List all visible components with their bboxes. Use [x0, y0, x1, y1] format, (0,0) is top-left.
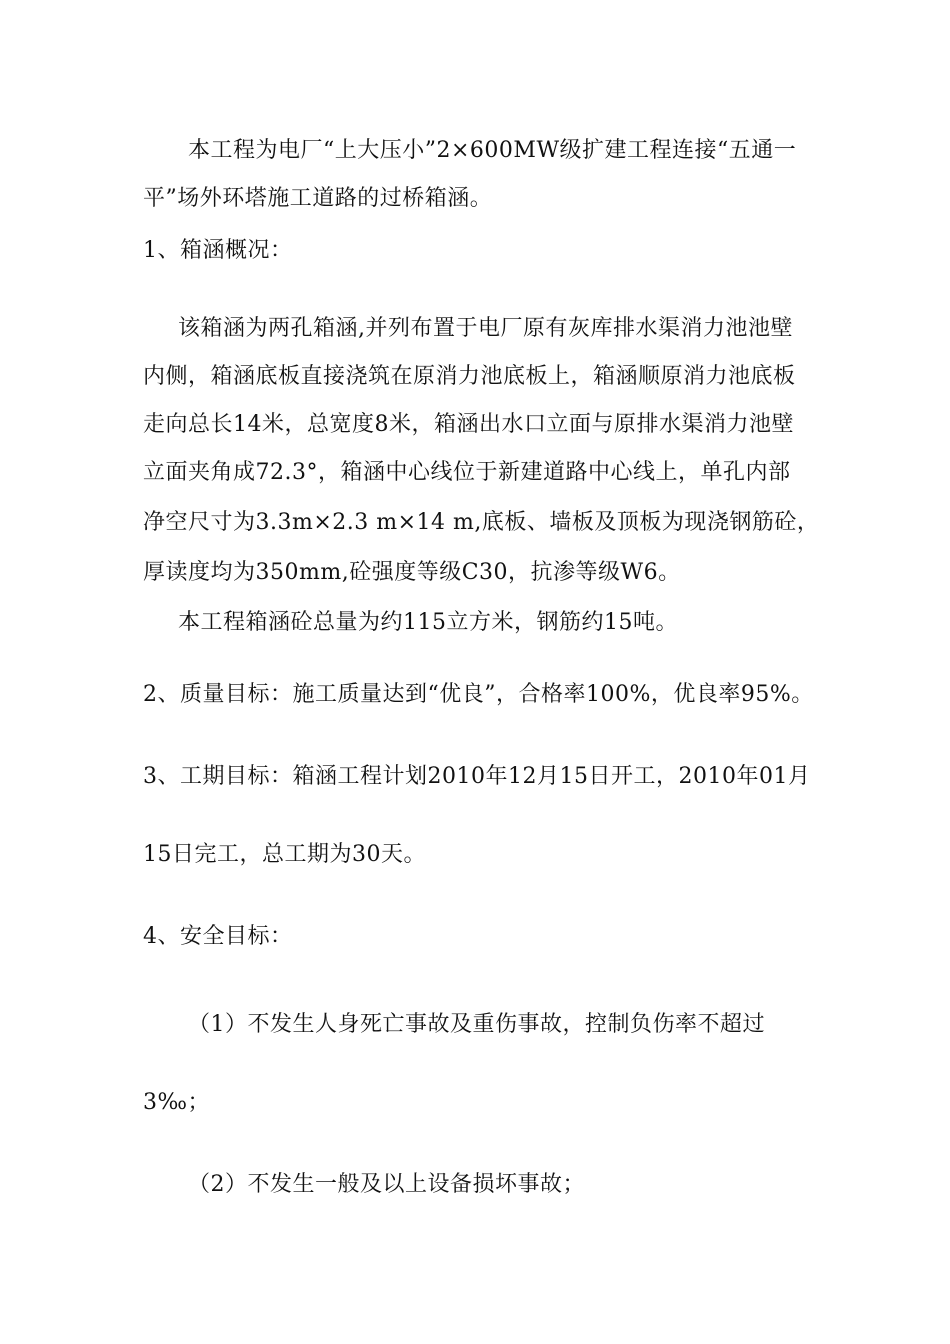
overview-paragraph-line-6: 厚读度均为350mm,砼强度等级C30，抗渗等级W6。 — [143, 560, 681, 585]
safety-item-1-line-2: 3‰； — [143, 1090, 211, 1115]
schedule-target-line-2: 15日完工，总工期为30天。 — [143, 842, 426, 867]
overview-paragraph-line-2: 内侧，箱涵底板直接浇筑在原消力池底板上，箱涵顺原消力池底板 — [143, 364, 796, 389]
quantity-paragraph: 本工程箱涵砼总量为约115立方米，钢筋约15吨。 — [178, 610, 678, 635]
safety-item-2: （2）不发生一般及以上设备损坏事故； — [188, 1172, 585, 1197]
safety-item-1-line-1: （1）不发生人身死亡事故及重伤事故，控制负伤率不超过 — [188, 1012, 765, 1037]
overview-paragraph-line-3: 走向总长14米，总宽度8米，箱涵出水口立面与原排水渠消力池壁 — [143, 412, 794, 437]
overview-paragraph-line-5: 净空尺寸为3.3m×2.3 m×14 m,底板、墙板及顶板为现浇钢筋砼， — [143, 510, 820, 535]
quality-target: 2、质量目标：施工质量达到“优良”，合格率100%，优良率95%。 — [143, 682, 814, 707]
schedule-target-line-1: 3、工期目标：箱涵工程计划2010年12月15日开工，2010年01月 — [143, 764, 811, 789]
overview-paragraph-line-1: 该箱涵为两孔箱涵,并列布置于电厂原有灰库排水渠消力池池壁 — [178, 316, 793, 341]
section-heading-safety: 4、安全目标： — [143, 924, 293, 949]
section-heading-overview: 1、箱涵概况： — [143, 238, 293, 263]
overview-paragraph-line-4: 立面夹角成72.3°，箱涵中心线位于新建道路中心线上，单孔内部 — [143, 460, 791, 485]
intro-paragraph-line-1: 本工程为电厂“上大压小”2×600MW级扩建工程连接“五通一 — [188, 138, 797, 163]
intro-paragraph-line-2: 平”场外环塔施工道路的过桥箱涵。 — [143, 186, 493, 211]
